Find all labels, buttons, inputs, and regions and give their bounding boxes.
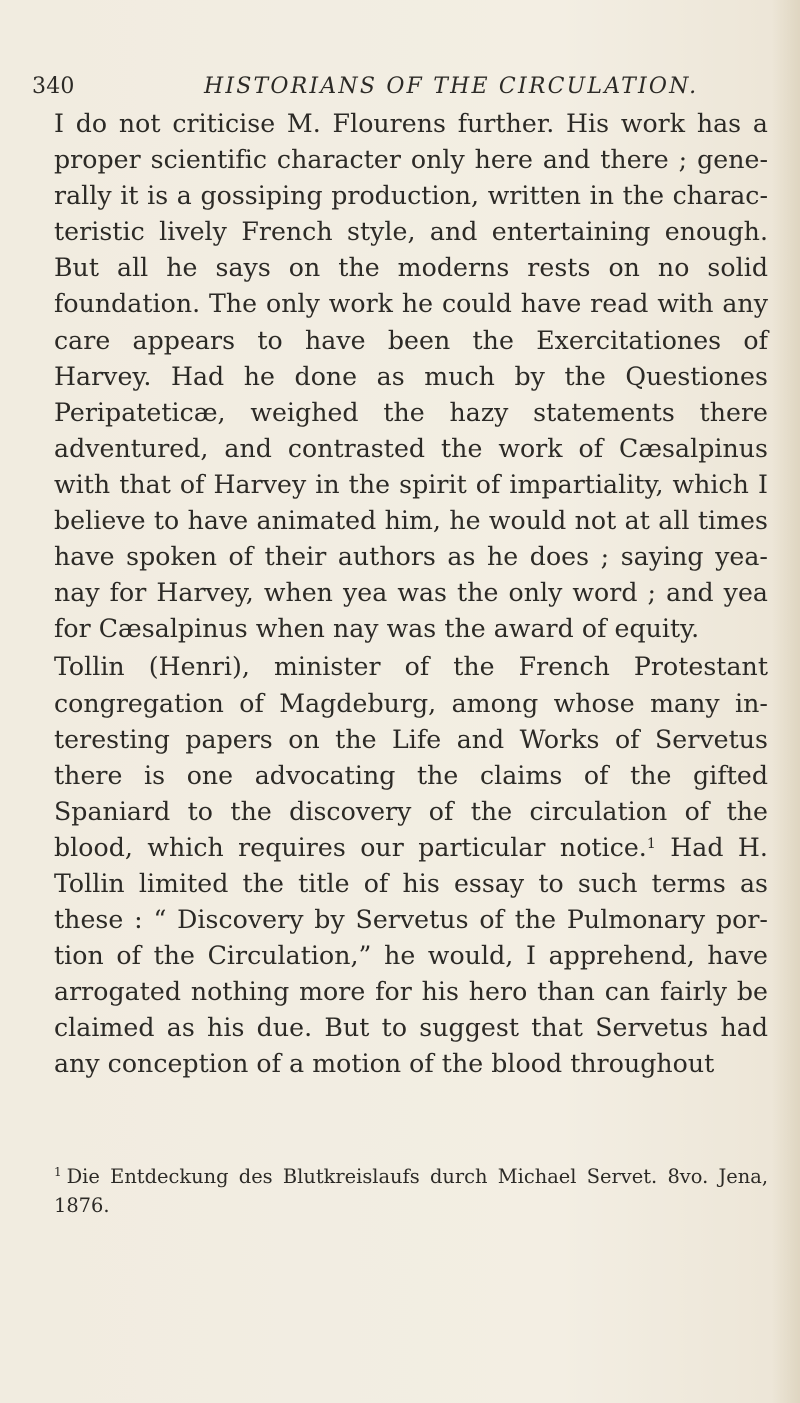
footnote-text: Die Entdeckung des Blutkreislaufs durch Michael Servet. 8vo. Jena, 1876. <box>54 1165 768 1217</box>
footnote-reference-mark: 1 <box>646 835 656 852</box>
page-edge-shadow <box>772 0 800 1403</box>
paragraph-tollin <box>54 649 768 1082</box>
footnote <box>54 1162 768 1220</box>
paragraph-flourens: I do not criticise M. Flourens further. His work has a proper scientific character only here and there ; gene-rally it is a gossiping production, written in the charac-teristic lively French style, and entertaining enough. But all he says on the moderns rests on no solid foundation. The only work he could have read with any care appears to have been the Exercitationes of Harvey. Had he done as much by the Questiones Peripateticæ, weighed the hazy statements there adventured, and contrasted the work of Cæsalpinus with that of Harvey in the spirit of impartiality, which I believe to have animated him, he would not at all times have spoken of their authors as he does ; saying yea-nay for Harvey, when yea was the only word ; and yea for Cæsalpinus when nay was the award of equity. <box>54 109 768 644</box>
running-head: HISTORIANS OF THE CIRCULATION. <box>204 74 699 99</box>
page-header <box>32 74 772 104</box>
page-number: 340 <box>32 74 75 99</box>
footnote-number: 1 <box>54 1165 62 1179</box>
paragraph-tollin-part-1: Tollin (Henri), minister of the French Protestant congregation of Magdeburg, among whose many in-teresting papers on the Life and Works of Servetus there is one advocating the claims of the gifted Spaniard to the discovery of the circulation of the blood, which requires our particular notice. <box>54 652 768 862</box>
paragraph-tollin-part-2: Had H. Tollin limited the title of his essay to such terms as these : “ Discovery by Servetus of the Pulmonary por-tion of the Circulation,” he would, I apprehend, have arrogated nothing more for his hero than can fairly be claimed as his due. But to suggest that Servetus had any conception of a motion of the blood throughout <box>54 832 768 1079</box>
body-text <box>54 106 768 1083</box>
